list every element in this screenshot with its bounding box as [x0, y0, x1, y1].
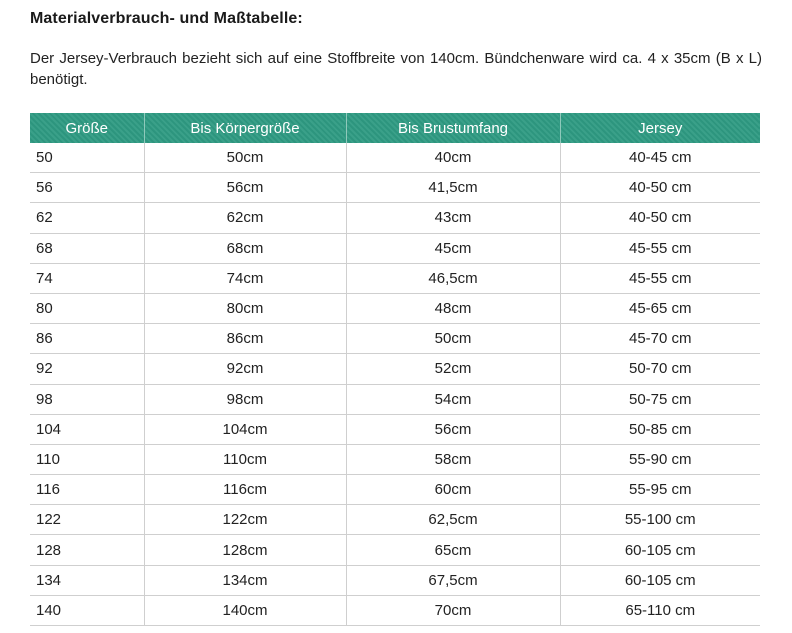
cell-size: 104: [30, 414, 144, 444]
cell-chest: 43cm: [346, 203, 560, 233]
table-row: [30, 143, 760, 173]
cell-jersey: 45-65 cm: [560, 293, 760, 323]
cell-chest: 41,5cm: [346, 173, 560, 203]
cell-jersey: 60-105 cm: [560, 565, 760, 595]
cell-chest: 48cm: [346, 293, 560, 323]
cell-body-height: 122cm: [144, 505, 346, 535]
cell-size: 56: [30, 173, 144, 203]
cell-jersey: 50-75 cm: [560, 384, 760, 414]
cell-chest: 62,5cm: [346, 505, 560, 535]
cell-body-height: 104cm: [144, 414, 346, 444]
table-row: [30, 263, 760, 293]
cell-body-height: 62cm: [144, 203, 346, 233]
table-body: [30, 143, 760, 626]
cell-jersey: 55-100 cm: [560, 505, 760, 535]
table-row: [30, 444, 760, 474]
table-row: [30, 475, 760, 505]
cell-body-height: 80cm: [144, 293, 346, 323]
cell-size: 74: [30, 263, 144, 293]
cell-body-height: 134cm: [144, 565, 346, 595]
cell-size: 80: [30, 293, 144, 323]
cell-size: 140: [30, 595, 144, 625]
table-row: [30, 595, 760, 625]
cell-body-height: 74cm: [144, 263, 346, 293]
cell-body-height: 68cm: [144, 233, 346, 263]
cell-jersey: 65-110 cm: [560, 595, 760, 625]
cell-jersey: 45-55 cm: [560, 233, 760, 263]
cell-body-height: 56cm: [144, 173, 346, 203]
intro-paragraph: Der Jersey-Verbrauch bezieht sich auf eine Stoffbreite von 140cm. Bündchenware wird ca. 4 x 35cm (B x L) benötigt.: [30, 50, 762, 88]
cell-chest: 60cm: [346, 475, 560, 505]
cell-size: 122: [30, 505, 144, 535]
table-row: [30, 384, 760, 414]
cell-chest: 56cm: [346, 414, 560, 444]
table-row: [30, 535, 760, 565]
cell-size: 68: [30, 233, 144, 263]
cell-body-height: 98cm: [144, 384, 346, 414]
cell-jersey: 50-85 cm: [560, 414, 760, 444]
column-header-chest: Bis Brustumfang: [346, 113, 560, 143]
cell-chest: 58cm: [346, 444, 560, 474]
cell-body-height: 110cm: [144, 444, 346, 474]
cell-jersey: 55-90 cm: [560, 444, 760, 474]
cell-chest: 65cm: [346, 535, 560, 565]
column-header-size: Größe: [30, 113, 144, 143]
table-row: [30, 354, 760, 384]
cell-chest: 52cm: [346, 354, 560, 384]
table-row: [30, 293, 760, 323]
cell-jersey: 55-95 cm: [560, 475, 760, 505]
cell-chest: 46,5cm: [346, 263, 560, 293]
cell-chest: 54cm: [346, 384, 560, 414]
page-title: Materialverbrauch- und Maßtabelle:: [30, 10, 303, 27]
table-row: [30, 233, 760, 263]
cell-jersey: 45-55 cm: [560, 263, 760, 293]
cell-chest: 67,5cm: [346, 565, 560, 595]
cell-body-height: 50cm: [144, 143, 346, 173]
table-row: [30, 203, 760, 233]
column-header-jersey: Jersey: [560, 113, 760, 143]
cell-size: 116: [30, 475, 144, 505]
cell-jersey: 50-70 cm: [560, 354, 760, 384]
column-header-body-height: Bis Körpergröße: [144, 113, 346, 143]
cell-body-height: 86cm: [144, 324, 346, 354]
cell-chest: 40cm: [346, 143, 560, 173]
cell-size: 134: [30, 565, 144, 595]
cell-jersey: 45-70 cm: [560, 324, 760, 354]
cell-jersey: 40-50 cm: [560, 173, 760, 203]
cell-size: 92: [30, 354, 144, 384]
cell-size: 50: [30, 143, 144, 173]
cell-jersey: 40-50 cm: [560, 203, 760, 233]
cell-chest: 50cm: [346, 324, 560, 354]
cell-body-height: 128cm: [144, 535, 346, 565]
cell-jersey: 40-45 cm: [560, 143, 760, 173]
cell-size: 62: [30, 203, 144, 233]
table-header-row: [30, 113, 760, 143]
table-row: [30, 414, 760, 444]
cell-chest: 70cm: [346, 595, 560, 625]
table-row: [30, 324, 760, 354]
cell-size: 86: [30, 324, 144, 354]
cell-chest: 45cm: [346, 233, 560, 263]
cell-body-height: 116cm: [144, 475, 346, 505]
table-row: [30, 505, 760, 535]
size-table: [30, 113, 760, 626]
cell-size: 110: [30, 444, 144, 474]
cell-size: 98: [30, 384, 144, 414]
cell-body-height: 140cm: [144, 595, 346, 625]
cell-body-height: 92cm: [144, 354, 346, 384]
cell-size: 128: [30, 535, 144, 565]
table-row: [30, 173, 760, 203]
document-page: [30, 8, 762, 619]
cell-jersey: 60-105 cm: [560, 535, 760, 565]
table-row: [30, 565, 760, 595]
